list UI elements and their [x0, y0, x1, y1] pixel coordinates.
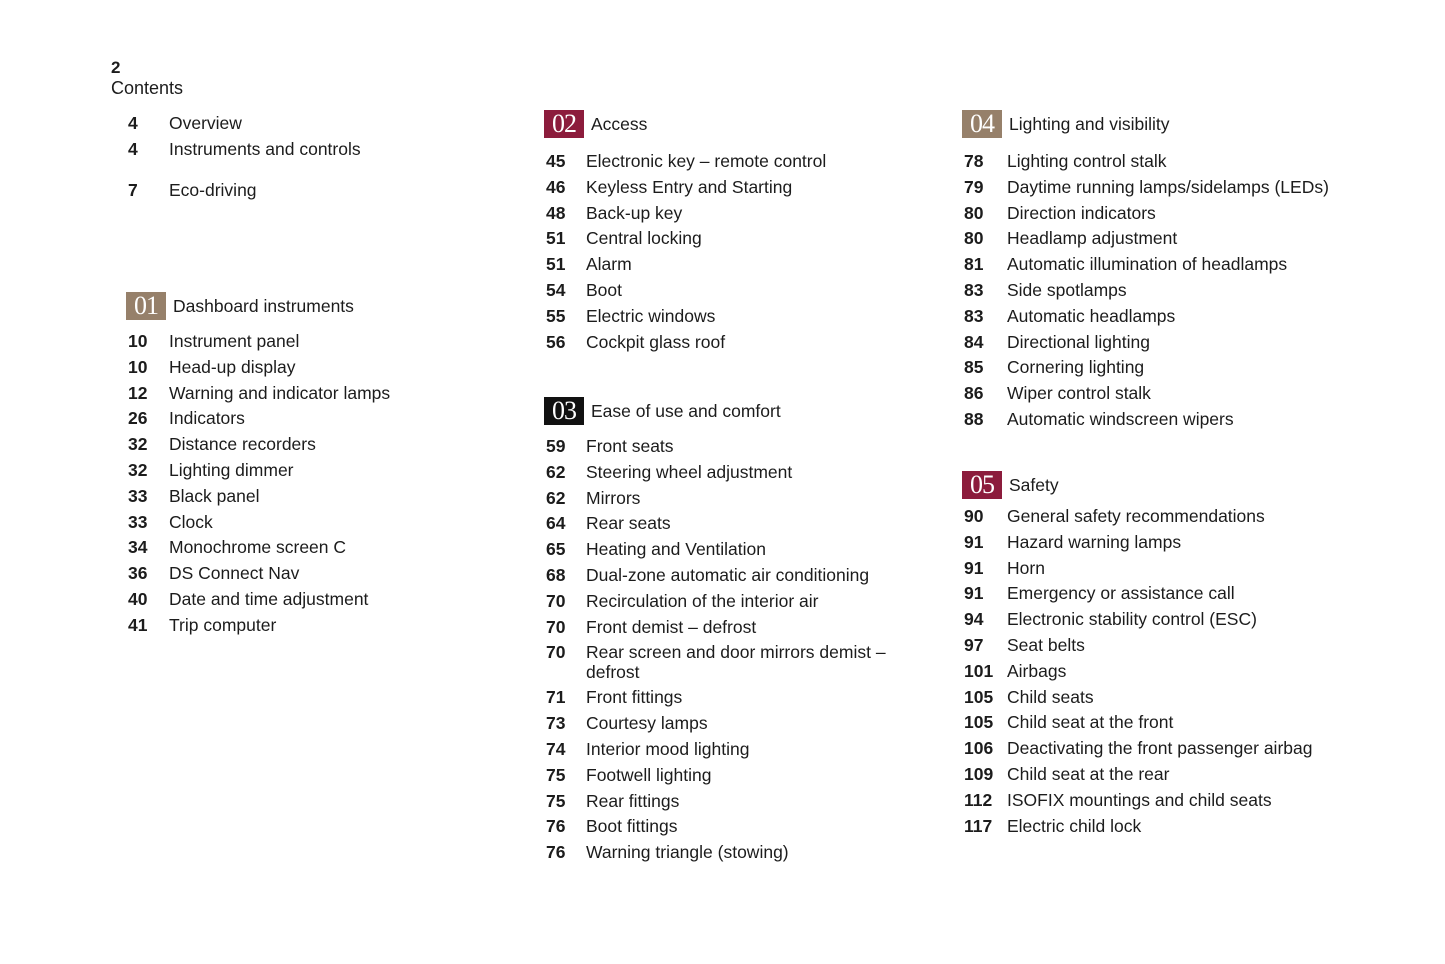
page-ref: 75	[546, 790, 566, 811]
page-ref: 62	[546, 461, 566, 482]
entry-label: Seat belts	[1007, 634, 1085, 655]
entry-label: Cornering lighting	[1007, 357, 1145, 378]
toc-entry[interactable]	[964, 609, 1404, 635]
entry-label: Recirculation of the interior air	[586, 590, 819, 611]
page-ref: 10	[128, 331, 148, 351]
entry-label: Wiper control stalk	[1007, 383, 1151, 404]
page-ref: 40	[128, 588, 148, 609]
entry-label: Head-up display	[169, 356, 296, 377]
page-ref: 79	[964, 176, 984, 197]
page-ref: 74	[546, 738, 566, 759]
section-05-header[interactable]	[962, 471, 1059, 499]
toc-entry[interactable]	[546, 739, 916, 765]
toc-entry[interactable]	[964, 228, 1404, 254]
entry-label: Automatic headlamps	[1007, 305, 1176, 326]
page-ref: 71	[546, 687, 566, 708]
entry-label: Automatic windscreen wipers	[1007, 408, 1234, 429]
toc-entry[interactable]	[964, 306, 1404, 332]
toc-entry[interactable]	[964, 506, 1404, 532]
page-ref: 90	[964, 506, 984, 526]
page-ref: 76	[546, 842, 566, 863]
section-04-header[interactable]	[962, 110, 1170, 138]
section-title: Access	[591, 114, 648, 134]
entry-label: Warning triangle (stowing)	[586, 842, 789, 863]
page-ref: 86	[964, 383, 984, 404]
section-02-header[interactable]	[544, 110, 647, 138]
toc-entry[interactable]	[546, 591, 916, 617]
toc-entry[interactable]	[112, 512, 512, 538]
page-ref: 68	[546, 564, 566, 585]
entry-label: Black panel	[169, 485, 260, 506]
page-ref: 56	[546, 331, 566, 352]
entry-label: Interior mood lighting	[586, 738, 750, 759]
entry-label: Instruments and controls	[169, 139, 361, 159]
entry-label: Electronic key – remote control	[586, 151, 827, 171]
page-ref: 106	[964, 738, 994, 759]
page-ref: 83	[964, 305, 984, 326]
entry-label: Back-up key	[586, 202, 683, 223]
page-ref: 65	[546, 539, 566, 560]
entry-label: Overview	[169, 113, 242, 133]
toc-entry[interactable]	[112, 180, 512, 206]
page-ref: 70	[546, 642, 566, 663]
page-ref: 70	[546, 616, 566, 637]
entry-label: Trip computer	[169, 614, 277, 635]
toc-entry[interactable]	[964, 383, 1404, 409]
page-ref: 83	[964, 279, 984, 300]
entry-label: Side spotlamps	[1007, 279, 1127, 300]
entry-label: Electric windows	[586, 305, 716, 326]
toc-entry[interactable]	[112, 331, 512, 357]
toc-entry[interactable]	[112, 139, 512, 180]
section-title: Dashboard instruments	[173, 296, 354, 316]
toc-entry[interactable]	[546, 203, 916, 229]
toc-entry[interactable]	[546, 842, 916, 868]
page-ref: 81	[964, 254, 984, 275]
page-ref: 26	[128, 408, 148, 429]
page-ref: 109	[964, 763, 994, 784]
entry-label: Boot fittings	[586, 816, 678, 837]
entry-label: Courtesy lamps	[586, 713, 708, 734]
entry-label: Rear screen and door mirrors demist – defrost	[586, 642, 886, 683]
entry-label: Keyless Entry and Starting	[586, 176, 793, 197]
entry-label: Directional lighting	[1007, 331, 1150, 352]
section-04-list	[964, 151, 1404, 435]
entry-label: Mirrors	[586, 487, 641, 508]
entry-label: Distance recorders	[169, 434, 316, 455]
page-ref: 75	[546, 764, 566, 785]
toc-entry[interactable]	[112, 486, 512, 512]
entry-label: Child seat at the front	[1007, 712, 1174, 733]
toc-entry[interactable]	[546, 254, 916, 280]
toc-entry[interactable]	[112, 537, 512, 563]
section-badge: 02	[544, 110, 584, 138]
section-title: Lighting and visibility	[1009, 114, 1170, 134]
toc-entry[interactable]	[546, 332, 916, 358]
section-badge: 04	[962, 110, 1002, 138]
page-ref: 62	[546, 487, 566, 508]
page-ref: 80	[964, 228, 984, 249]
page-ref: 51	[546, 228, 566, 249]
section-05-list	[964, 506, 1404, 841]
toc-entry[interactable]	[546, 617, 916, 643]
toc-entry[interactable]	[964, 532, 1404, 558]
page-ref: 59	[546, 436, 566, 456]
page-ref: 32	[128, 434, 148, 455]
toc-entry[interactable]	[546, 791, 916, 817]
entry-label: Front seats	[586, 436, 674, 456]
toc-entry[interactable]	[964, 790, 1404, 816]
toc-entry[interactable]	[546, 765, 916, 791]
toc-entry[interactable]	[964, 816, 1404, 842]
toc-entry[interactable]	[546, 488, 916, 514]
entry-label: Cockpit glass roof	[586, 331, 726, 352]
toc-entry[interactable]	[546, 816, 916, 842]
toc-entry[interactable]	[112, 357, 512, 383]
toc-entry[interactable]	[964, 712, 1404, 738]
page-ref: 101	[964, 660, 994, 681]
page-ref: 78	[964, 151, 984, 171]
entry-label: Child seat at the rear	[1007, 763, 1170, 784]
toc-entry[interactable]	[112, 615, 512, 641]
entry-label: Date and time adjustment	[169, 588, 369, 609]
entry-label: Direction indicators	[1007, 202, 1156, 223]
page-ref: 51	[546, 254, 566, 275]
page-ref: 70	[546, 590, 566, 611]
entry-label: Airbags	[1007, 660, 1067, 681]
toc-entry[interactable]	[964, 738, 1404, 764]
entry-label: Lighting control stalk	[1007, 151, 1167, 171]
entry-label: Electronic stability control (ESC)	[1007, 609, 1257, 630]
page-header	[111, 58, 183, 98]
page-ref: 94	[964, 609, 984, 630]
page-ref: 4	[128, 139, 138, 159]
toc-entry[interactable]	[546, 177, 916, 203]
page-ref: 91	[964, 557, 984, 578]
toc-entry[interactable]	[546, 228, 916, 254]
page-ref: 91	[964, 583, 984, 604]
entry-label: Instrument panel	[169, 331, 300, 351]
toc-entry[interactable]	[964, 357, 1404, 383]
toc-entry[interactable]	[112, 434, 512, 460]
toc-entry[interactable]	[546, 713, 916, 739]
toc-entry[interactable]	[964, 177, 1404, 203]
section-badge: 03	[544, 397, 584, 425]
page-ref: 76	[546, 816, 566, 837]
section-title: Safety	[1009, 475, 1059, 495]
page-ref: 33	[128, 485, 148, 506]
toc-entry[interactable]	[112, 460, 512, 486]
section-01-list	[112, 331, 512, 641]
section-title: Ease of use and comfort	[591, 401, 781, 421]
page-ref: 33	[128, 511, 148, 532]
toc-entry[interactable]	[546, 151, 916, 177]
page-ref: 73	[546, 713, 566, 734]
page-ref: 117	[964, 815, 993, 836]
page-ref: 64	[546, 513, 566, 534]
toc-entry[interactable]	[112, 408, 512, 434]
toc-entry[interactable]	[546, 687, 916, 713]
section-03-list	[546, 436, 916, 868]
section-badge: 01	[126, 292, 166, 320]
section-02-list	[546, 151, 916, 357]
page-ref: 48	[546, 202, 566, 223]
page-ref: 105	[964, 712, 994, 733]
toc-entry[interactable]	[964, 583, 1404, 609]
entry-label: Heating and Ventilation	[586, 539, 766, 560]
toc-entry[interactable]	[964, 332, 1404, 358]
entry-label: Steering wheel adjustment	[586, 461, 793, 482]
page-ref: 112	[964, 789, 993, 810]
toc-entry[interactable]	[964, 558, 1404, 584]
entry-label: Electric child lock	[1007, 815, 1142, 836]
toc-entry[interactable]	[546, 513, 916, 539]
entry-label: Footwell lighting	[586, 764, 712, 785]
entry-label: Automatic illumination of headlamps	[1007, 254, 1288, 275]
toc-entry[interactable]	[964, 409, 1404, 435]
page-ref: 105	[964, 686, 994, 707]
toc-entry[interactable]	[112, 563, 512, 589]
entry-label: Warning and indicator lamps	[169, 382, 391, 403]
entry-label: ISOFIX mountings and child seats	[1007, 789, 1272, 810]
page-ref: 10	[128, 356, 148, 377]
page-ref: 91	[964, 531, 984, 552]
entry-label: Emergency or assistance call	[1007, 583, 1235, 604]
page-ref: 46	[546, 176, 566, 197]
entry-label: General safety recommendations	[1007, 506, 1265, 526]
toc-entry[interactable]	[964, 280, 1404, 306]
toc-entry[interactable]	[112, 113, 512, 139]
page-ref: 55	[546, 305, 566, 326]
entry-label: Indicators	[169, 408, 245, 429]
toc-entry[interactable]	[964, 151, 1404, 177]
page-ref: 85	[964, 357, 984, 378]
entry-label: Boot	[586, 279, 622, 300]
entry-label: Dual-zone automatic air conditioning	[586, 564, 870, 585]
entry-label: Hazard warning lamps	[1007, 531, 1182, 552]
entry-label: DS Connect Nav	[169, 563, 300, 584]
page-ref: 97	[964, 634, 984, 655]
toc-entry[interactable]	[546, 436, 916, 462]
entry-label: Horn	[1007, 557, 1045, 578]
entry-label: Clock	[169, 511, 213, 532]
page-ref: 7	[128, 180, 138, 200]
toc-entry[interactable]	[546, 539, 916, 565]
page-ref: 54	[546, 279, 566, 300]
toc-entry[interactable]	[964, 764, 1404, 790]
entry-label: Front fittings	[586, 687, 683, 708]
entry-label: Headlamp adjustment	[1007, 228, 1178, 249]
page-title: Contents	[111, 78, 184, 98]
page-ref: 41	[128, 614, 148, 635]
toc-entry[interactable]	[964, 661, 1404, 687]
toc-entry[interactable]	[964, 635, 1404, 661]
toc-entry[interactable]	[546, 280, 916, 306]
page-ref: 45	[546, 151, 566, 171]
page-ref: 36	[128, 563, 148, 584]
entry-label: Daytime running lamps/sidelamps (LEDs)	[1007, 176, 1329, 197]
entry-label: Monochrome screen C	[169, 537, 347, 558]
page-ref: 84	[964, 331, 984, 352]
entry-label: Alarm	[586, 254, 632, 275]
entry-label: Deactivating the front passenger airbag	[1007, 738, 1313, 759]
toc-entry[interactable]	[112, 383, 512, 409]
section-03-header[interactable]	[544, 397, 781, 425]
entry-label: Rear fittings	[586, 790, 680, 811]
page-ref: 88	[964, 408, 984, 429]
toc-entry[interactable]	[964, 203, 1404, 229]
section-badge: 05	[962, 471, 1002, 499]
entry-label: Central locking	[586, 228, 702, 249]
page-ref: 80	[964, 202, 984, 223]
toc-entry[interactable]	[546, 462, 916, 488]
entry-label: Rear seats	[586, 513, 671, 534]
entry-label: Child seats	[1007, 686, 1094, 707]
toc-entry[interactable]	[546, 642, 916, 687]
toc-entry[interactable]	[964, 254, 1404, 280]
toc-entry[interactable]	[964, 687, 1404, 713]
page-ref: 32	[128, 459, 148, 480]
intro-list	[112, 113, 512, 206]
toc-entry[interactable]	[546, 565, 916, 591]
entry-label: Front demist – defrost	[586, 616, 757, 637]
page-ref: 34	[128, 537, 148, 558]
page-number: 2	[111, 58, 121, 77]
section-01-header[interactable]	[126, 292, 354, 320]
toc-entry[interactable]	[112, 589, 512, 615]
page-ref: 4	[128, 113, 138, 133]
toc-entry[interactable]	[546, 306, 916, 332]
page-ref: 12	[128, 382, 148, 403]
entry-label: Lighting dimmer	[169, 459, 294, 480]
entry-label: Eco-driving	[169, 180, 257, 200]
